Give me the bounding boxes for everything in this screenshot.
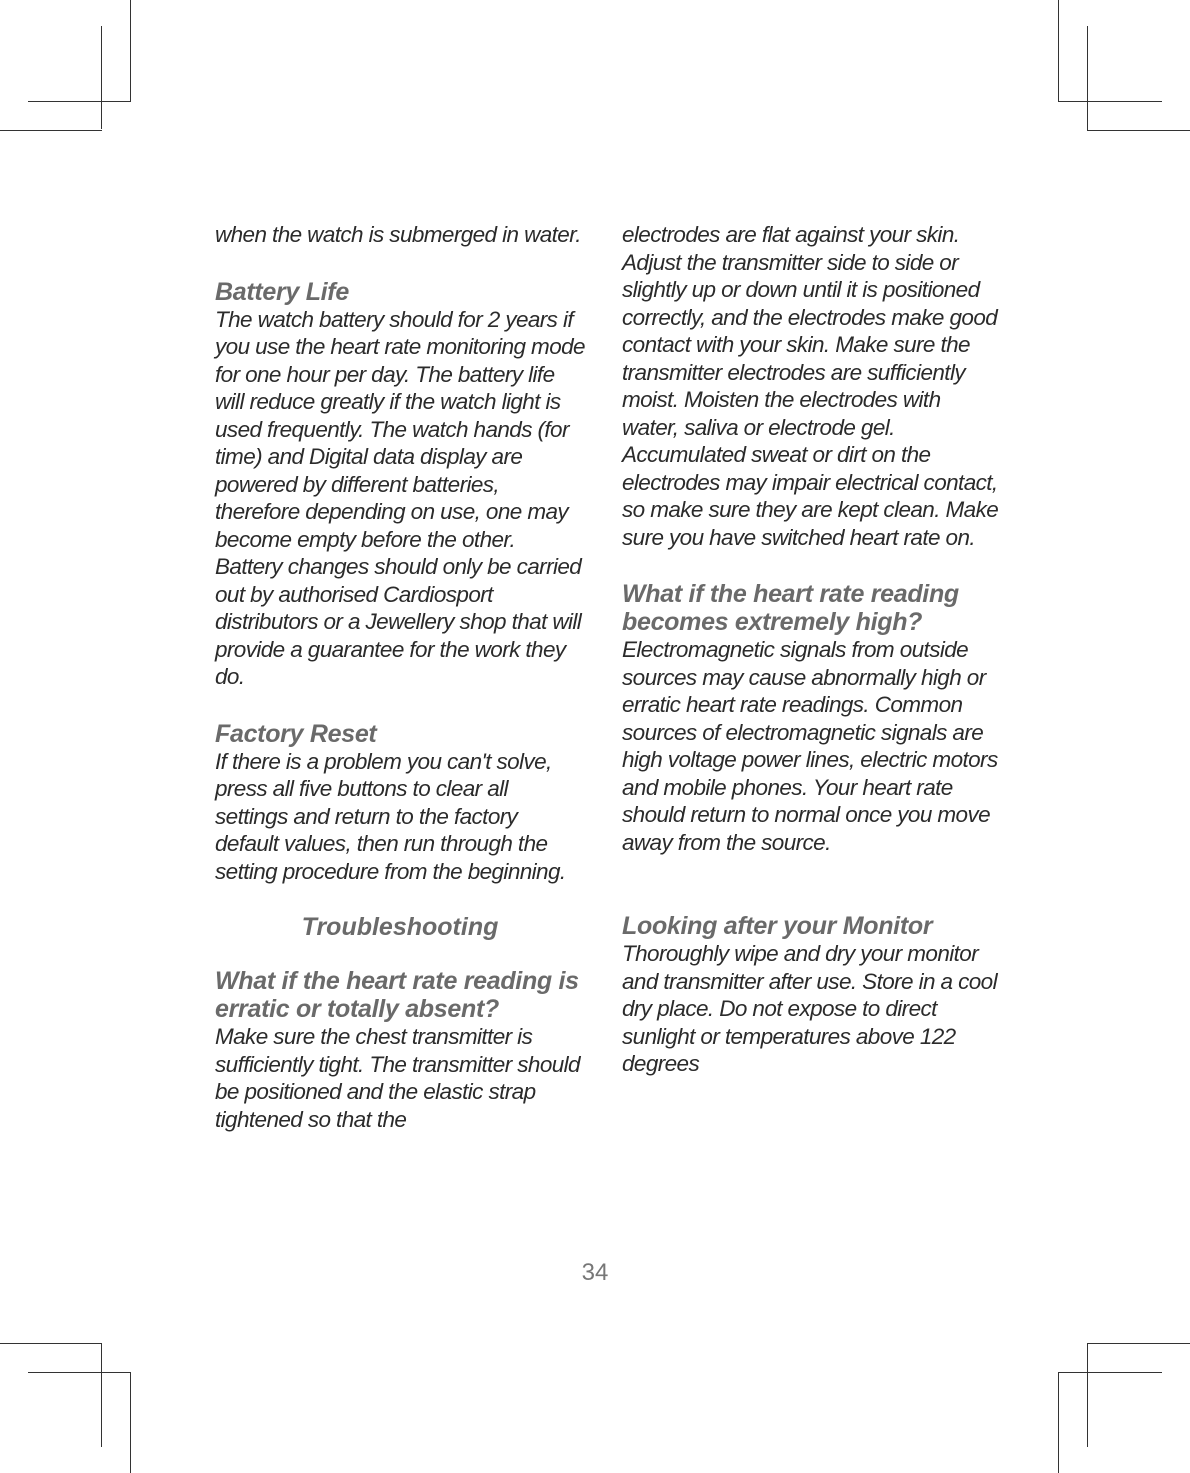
looking-after-text: Thoroughly wipe and dry your monitor and transmitter after use. Store in a cool dry place. Do not expose to direct sunlight or temperatures above 122 degrees xyxy=(622,941,997,1076)
crop-mark-bottom-right-lower-horizontal xyxy=(1058,1372,1162,1373)
high-reading-text: Electromagnetic signals from outside sources may cause abnormally high or erratic heart rate readings. Common sources of electromagnetic signals are high voltage power lines, electric motors and mobile phones. Your heart rate should return to normal once you move away from the source. xyxy=(622,637,998,855)
continued-text: electrodes are flat against your skin. Adjust the transmitter side to side or slightly up or down until it is positioned correctly, and the electrodes make good contact with your skin. Make sure the transmitter electrodes are sufficiently moist. Moisten the electrodes with water, saliva or electrode gel. Accumulated sweat or dirt on the electrodes may impair electrical contact, so make sure they are kept clean. Make sure you have switched heart rate on. xyxy=(622,222,999,550)
battery-life-heading: Battery Life xyxy=(215,277,349,306)
battery-life-text: The watch battery should for 2 years if you use the heart rate monitoring mode for one hour per day. The battery life will reduce greatly if the watch light is used frequently. The watch hands (for time) and Digital data display are powered by different batteries, therefore depending on use, one may become empty before the other. Battery changes should only be carried out by authorised Cardiosport distributors or a Jewellery shop that will provide a guarantee for the work they do. xyxy=(215,306,585,689)
right-column xyxy=(622,221,1002,1078)
crop-mark-bottom-left-outer-vertical xyxy=(130,1372,131,1473)
crop-mark-top-left-outer-vertical xyxy=(130,0,131,101)
crop-mark-bottom-right-upper-horizontal xyxy=(1087,1343,1190,1344)
crop-mark-bottom-right-outer-vertical xyxy=(1058,1372,1059,1473)
crop-mark-top-right-lower-horizontal xyxy=(1087,130,1190,131)
crop-mark-bottom-left-inner-vertical xyxy=(101,1343,102,1447)
troubleshooting-title: Troubleshooting xyxy=(301,913,499,941)
high-reading-heading: What if the heart rate reading becomes extremely high? xyxy=(622,580,959,636)
factory-reset-heading: Factory Reset xyxy=(215,719,377,748)
looking-after-heading: Looking after your Monitor xyxy=(622,912,933,940)
crop-mark-top-right-outer-vertical xyxy=(1058,0,1059,101)
intro-text: when the watch is submerged in water. xyxy=(215,222,581,247)
erratic-reading-heading: What if the heart rate reading is erratic or totally absent? xyxy=(215,967,579,1023)
crop-mark-top-left-inner-vertical xyxy=(101,26,102,129)
crop-mark-top-right-upper-horizontal xyxy=(1058,101,1162,102)
crop-mark-top-right-inner-vertical xyxy=(1087,26,1088,130)
crop-mark-bottom-right-inner-vertical xyxy=(1087,1343,1088,1447)
erratic-reading-text: Make sure the chest transmitter is sufficiently tight. The transmitter should be positioned and the elastic strap tightened so that the xyxy=(215,1024,580,1132)
crop-mark-bottom-left-lower-horizontal xyxy=(28,1372,131,1373)
crop-mark-bottom-left-upper-horizontal xyxy=(0,1343,102,1344)
page-number: 34 xyxy=(581,1259,609,1286)
crop-mark-top-left-upper-horizontal xyxy=(28,101,131,102)
factory-reset-text: If there is a problem you can't solve, press all five buttons to clear all settings and return to the factory default values, then run through the setting procedure from the beginning. xyxy=(215,748,566,884)
left-column xyxy=(215,221,585,1133)
crop-mark-top-left-lower-horizontal xyxy=(0,130,102,131)
